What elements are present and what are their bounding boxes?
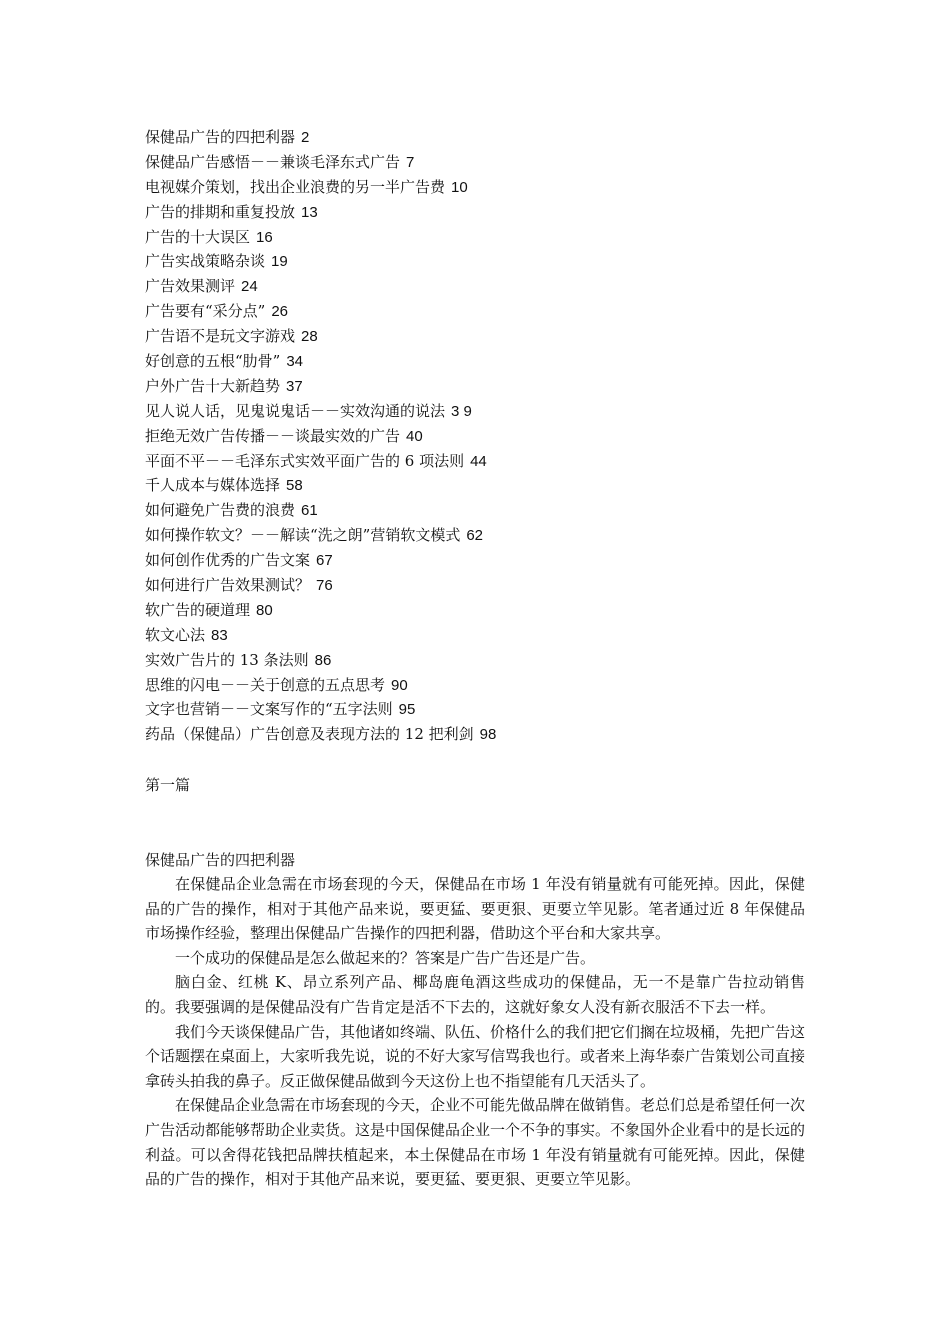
toc-entry-title: 广告实战策略杂谈 (145, 252, 266, 271)
section-label: 第一篇 (145, 776, 191, 794)
toc-entry[interactable] (145, 175, 845, 200)
toc-entry-page: 44 (470, 452, 487, 470)
toc-entry[interactable] (145, 200, 845, 225)
article-paragraph: 在保健品企业急需在市场套现的今天，保健品在市场 1 年没有销量就有可能死掉。因此，保健品的广告的操作，相对于其他产品来说，要更猛、要更狠、更要立竿见影。笔者通过近 8 年保健品市场操作经验，整理出保健品广告操作的四把利器，借助这个平台和大家共享。 (145, 875, 805, 943)
article-paragraph: 在保健品企业急需在市场套现的今天，企业不可能先做品牌在做销售。老总们总是希望任何一次广告活动都能够帮助企业卖货。这是中国保健品企业一个不争的事实。不象国外企业看中的是长远的利益。可以舍得花钱把品牌扶植起来，本土保健品在市场 1 年没有销量就有可能死掉。因此，保健品的广告的操作，相对于其他产品来说，要更猛、要更狠、更要立竿见影。 (145, 1096, 806, 1189)
toc-entry-page: 3 9 (451, 402, 472, 420)
toc-entry[interactable] (145, 424, 845, 449)
toc-entry[interactable] (145, 349, 845, 374)
toc-entry[interactable] (145, 548, 845, 573)
toc-entry[interactable] (145, 299, 845, 324)
toc-entry-title: 广告的十大误区 (145, 227, 251, 246)
toc-entry-page: 61 (301, 502, 318, 520)
toc-entry-title: 药品（保健品）广告创意及表现方法的 12 把利剑 (145, 725, 474, 744)
toc-entry-page: 67 (316, 552, 333, 570)
toc-entry-title: 思维的闪电－－关于创意的五点思考 (145, 675, 386, 694)
toc-entry[interactable] (145, 673, 845, 698)
toc-entry[interactable] (145, 374, 845, 399)
toc-entry-title: 保健品广告的四把利器 (145, 128, 296, 146)
toc-entry-title: 户外广告十大新趋势 (145, 376, 281, 395)
toc-entry-title: 广告要有“采分点” (145, 302, 266, 321)
toc-entry-page: 76 (316, 577, 333, 595)
toc-entry[interactable] (145, 573, 845, 598)
toc-entry[interactable] (145, 225, 845, 250)
toc-entry-page: 86 (314, 651, 332, 669)
toc-entry-page: 62 (466, 527, 484, 545)
toc-entry-title: 广告效果测评 (145, 277, 236, 296)
toc-entry[interactable] (145, 722, 845, 747)
toc-entry[interactable] (145, 697, 845, 722)
toc-entry-page: 28 (301, 328, 318, 346)
toc-entry[interactable] (145, 648, 845, 673)
toc-entry-title: 保健品广告感悟－－兼谈毛泽东式广告 (145, 152, 401, 171)
toc-entry-page: 37 (286, 377, 303, 395)
toc-entry-page: 80 (256, 601, 273, 619)
toc-entry-title: 如何创作优秀的广告文案 (145, 551, 311, 570)
toc-entry-page: 83 (211, 626, 228, 644)
toc-entry[interactable] (145, 498, 845, 523)
toc-entry[interactable] (145, 150, 845, 175)
toc-entry-title: 实效广告片的 13 条法则 (145, 650, 309, 669)
toc-entry[interactable] (145, 598, 845, 623)
article-paragraph: 我们今天谈保健品广告，其他诸如终端、队伍、价格什么的我们把它们搁在垃圾桶，先把广告这个话题摆在桌面上，大家听我先说，说的不好大家写信骂我也行。或者来上海华泰广告策划公司直接拿砖头拍我的鼻子。反正做保健品做到今天这份上也不指望能有几天活头了。 (145, 1022, 806, 1090)
toc-entry[interactable] (145, 473, 845, 498)
toc-entry[interactable] (145, 523, 845, 548)
toc-entry-page: 10 (451, 178, 468, 196)
toc-entry-title: 千人成本与媒体选择 (145, 476, 281, 495)
toc-entry-title: 平面不平－－毛泽东式实效平面广告的 6 项法则 (145, 451, 465, 470)
toc-entry-page: 13 (301, 203, 318, 221)
article-paragraph: 脑白金、红桃 K、昂立系列产品、椰岛鹿龟酒这些成功的保健品，无一不是靠广告拉动销售的。我要强调的是保健品没有广告肯定是活不下去的，这就好象女人没有新衣服活不下去一样。 (145, 973, 805, 1016)
toc-entry-title: 见人说人话，见鬼说鬼话－－实效沟通的说法 (145, 401, 446, 420)
toc-entry-page: 7 (406, 153, 415, 171)
toc-entry-page: 90 (391, 676, 408, 694)
toc-entry[interactable] (145, 274, 845, 299)
toc-entry-page: 16 (256, 228, 273, 246)
article-body (145, 872, 805, 1192)
toc-entry-title: 软广告的硬道理 (145, 600, 251, 619)
toc-entry[interactable] (145, 125, 845, 150)
toc-entry-page: 26 (271, 303, 289, 321)
toc-entry-title: 如何操作软文？－－解读“洗之朗”营销软文模式 (145, 526, 461, 545)
toc-entry-page: 2 (301, 129, 310, 146)
toc-entry-title: 电视媒介策划，找出企业浪费的另一半广告费 (145, 177, 446, 196)
toc-entry-title: 广告语不是玩文字游戏 (145, 327, 296, 346)
toc-entry[interactable] (145, 449, 845, 474)
toc-entry-page: 98 (479, 726, 497, 744)
toc-entry-title: 文字也营销－－文案写作的“五字法则 (145, 700, 393, 719)
toc-entry-page: 95 (398, 701, 416, 719)
toc-entry-title: 软文心法 (145, 625, 206, 644)
toc-entry-page: 34 (286, 353, 304, 371)
table-of-contents (145, 125, 845, 747)
toc-entry-title: 好创意的五根“肋骨” (145, 352, 281, 371)
toc-entry-page: 58 (286, 477, 303, 495)
toc-entry-title: 如何避免广告费的浪费 (145, 501, 296, 520)
toc-entry[interactable] (145, 623, 845, 648)
toc-entry-title: 拒绝无效广告传播－－谈最实效的广告 (145, 426, 401, 445)
toc-entry[interactable] (145, 324, 845, 349)
toc-entry-page: 24 (241, 278, 258, 296)
toc-entry-page: 19 (271, 253, 288, 271)
article-paragraph: 一个成功的保健品是怎么做起来的？答案是广告广告还是广告。 (175, 948, 596, 967)
toc-entry-page: 40 (406, 427, 423, 445)
toc-entry-title: 如何进行广告效果测试？ (145, 576, 311, 595)
toc-entry-title: 广告的排期和重复投放 (145, 202, 296, 221)
article-title: 保健品广告的四把利器 (145, 851, 296, 869)
toc-entry[interactable] (145, 399, 845, 424)
toc-entry[interactable] (145, 249, 845, 274)
